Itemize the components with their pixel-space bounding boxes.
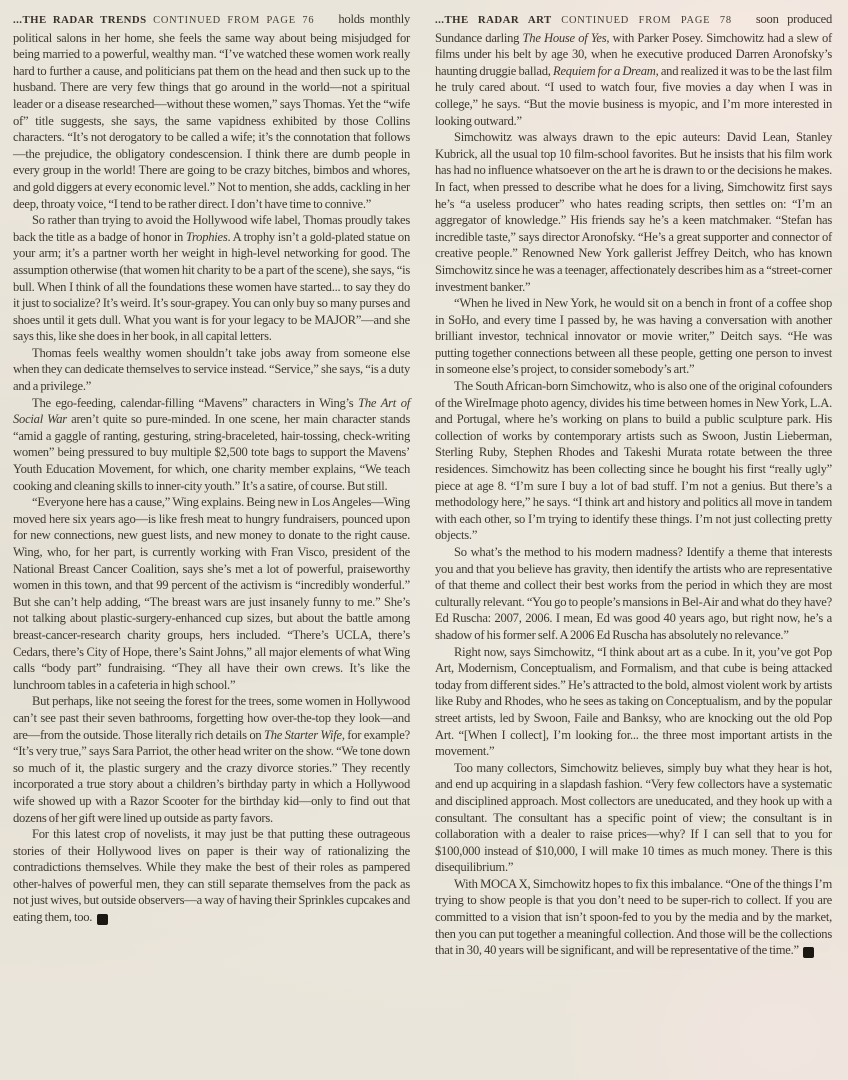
paragraph: For this latest crop of novelists, it may just be that putting these outrageous stories of their Hollywood lives on paper is their way of rationalizing the contradictions themselves. While they make the best of their roles as pampered other-halves of powerful men, they can still separate themselves from the pack as not just wives, but outside observers—a way of having their Sprinkles cupcakes and eating them, too. A [13, 827, 410, 925]
paragraph: ...THE RADAR ART CONTINUED FROM PAGE 78 soon produced Sundance darling The House of Yes, with Parker Posey. Simchowitz had a slew of films under his belt by age 30, when he executive produced Darren Aronofsky’s haunting druggie ballad, Requiem for a Dream, and realized it was to be the last film he truly cared about. “I used to watch four, five movies a day when I was in college,” he says. “But the movie business is myopic, and I’m more interested in looking outward.” [435, 12, 832, 128]
paragraph: “Everyone here has a cause,” Wing explains. Being new in Los Angeles—Wing moved here six years ago—is like fresh meat to hungry fundraisers, pounced upon for new connections, new guest lists, and new money to donate to the right cause. Wing, who, for her part, is currently working with Fran Visco, president of the National Breast Cancer Coalition, says she’s met a lot of powerful, praiseworthy women in this town, and that 99 percent of the activism is “incredibly wonderful.” But she can’t help adding, “The breast wars are just insanely funny to me.” She’s not talking about plastic-surgery-enhanced cup sizes, but about the battle among breast-cancer-research charity groups, hers included. “There’s UCLA, there’s Cedars, there’s City of Hope, there’s Saint Johns,” all major elements of what Wing calls “body part” fundraising. “They all have their own crews. It’s like the lunchroom tables in a cafeteria in high school.” [13, 495, 410, 692]
paragraph: The ego-feeding, calendar-filling “Mavens” characters in Wing’s The Art of Social War aren’t quite so pure-minded. In one scene, her main character stands “amid a gaggle of ranting, gesturing, string-braceleted, hair-tossing, check-writing women” being pressured to buy multiple $2,500 tote bags to support the Mavens’ Youth Education Movement, for which, one charity member explains, “We teach cooking and cleaning skills to inner-city youth.” It’s a satire, of course. But still. [13, 395, 410, 493]
continued-from-header-title: ...THE RADAR ART [435, 14, 552, 26]
italic-work-title: The House of Yes [522, 30, 607, 45]
italic-work-title: Trophies [185, 229, 228, 244]
italic-work-title: Requiem for a Dream [553, 63, 656, 78]
italic-work-title: The Art of Social War [13, 395, 410, 427]
paragraph: Thomas feels wealthy women shouldn’t take jobs away from someone else when they can dedicate themselves to service instead. “Service,” she says, “is a duty and a privilege.” [13, 345, 410, 394]
paragraph: The South African-born Simchowitz, who is also one of the original cofounders of the WireImage photo agency, divides his time between homes in New York, L.A. and Portugal, where he’s working on plans to build a public sculpture park. His collection of works by contemporary artists such as Swoon, Justin Lieberman, Sterling Ruby, Stephen Rhodes and Takeshi Murata rotate between the three residences. Simchowitz has been collecting since he bought his first “really ugly” piece at age 8. “I’m sure I buy a lot of bad stuff. I’m not a genius. But there’s a methodology here,” he says. “I think art and history and politics all move in tandem with each other, so I’m trying to identify these things. I’m not just collecting pretty objects.” [435, 379, 832, 543]
column-right [435, 11, 832, 1080]
paragraph: Too many collectors, Simchowitz believes, simply buy what they hear is hot, and end up acquiring in a slapdash fashion. “Very few collectors have a systematic and disciplined approach. Most collectors are uneducated, and they hook up with a consultant. The consultant has a specific point of view; the consultant is in collaboration with a dealer to raise prices—why? If I can sell that to you for $100,000 instead of $10,000, I will make 10 times as much money. There is this disequilibrium.” [435, 760, 832, 875]
paragraph: ...THE RADAR TRENDS CONTINUED FROM PAGE 76 holds monthly political salons in her home, she feels the same way about being misjudged for being married to a powerful, wealthy man. “I’ve watched these women work really hard to further a cause, and politicians pat them on the head and then suck up to the husband. There are very few things that go around in the world—not a spiritual leader or a disease researched—without these women,” says Thomas. Yet the “wife of” title suggests, she says, the same vapidness exhibited by those Collins characters. “It’s not derogatory to be called a wife; it’s the connotation that follows—the prejudice, the obligatory condescension. I think there are dumb people in every group in the world! There are going to be crazy bitches, bimbos and whores, and gold diggers at every economic level.” Not to mention, she adds, cackling in her deep, throaty voice, “I tend to be rather direct. I don’t have time to connive.” [13, 12, 411, 211]
paragraph: Simchowitz was always drawn to the epic auteurs: David Lean, Stanley Kubrick, all the usual top 10 film-school favorites. But he insists that his film work has had no influence whatsoever on the art he is drawn to or the decisions he makes. In fact, when pressed to describe what he does for a living, Simchowitz first says he’s “a useless producer” who hates reading scripts, then settles on: “I’m an aggregator of knowledge.” His friends say he’s a keen matchmaker. “Stefan has incredible taste,” says director Aronofsky. “He’s a great supporter and connector of creative people.” Renowned New York gallerist Jeffrey Deitch, who has known Simchowitz since he was a teenager, affectionately describes him as a “street-corner investment banker.” [435, 130, 832, 294]
paragraph: But perhaps, like not seeing the forest for the trees, some women in Hollywood can’t see past their seven bathrooms, forgetting how over-the-top they look—and are—from the outside. Those literally rich details on The Starter Wife, for example? “It’s very true,” says Sara Parriot, the other head writer on the show. “We tone down so much of it, the plastic surgery and the crazy divorce stories.” They recently incorporated a true story about a children’s birthday party in which a Hollywood wife showed up with a Razor Scooter for the birthday kid—only to find out that dozens of her gift were lined up outside as party favors. [13, 694, 410, 825]
continued-from-page-label: CONTINUED FROM PAGE 78 [551, 15, 732, 26]
paragraph: Right now, says Simchowitz, “I think about art as a cube. In it, you’ve got Pop Art, Modernism, Conceptualism, and Formalism, and that cube is being attacked today from different sides.” He’s attracted to the bold, almost violent work by artists like Ruby and Rhodes, who he sees as taking on Conceptualism, and by the popular street artists, led by Swoon, Faile and Banksy, who are knocking out the old Pop Art. “[When I collect], I’m looking for... the three most important artists in the movement.” [435, 644, 832, 759]
end-of-article-marker-icon: A [97, 914, 108, 925]
paragraph: So rather than trying to avoid the Hollywood wife label, Thomas proudly takes back the title as a badge of honor in Trophies. A trophy isn’t a gold-plated statue on your arm; it’s a partner worth her weight in high-level networking for good. The assumption otherwise (that women hit charity to be a part of the scene), she says, “is bull. When I think of all the foundations these women have started... to say they do it just to socialize? It’s weird. It’s sour-grapey. You can only buy so many purses and shoes until it gets dull. What you want is for your legacy to be MAJOR”—and she says this, like she does in her book, in all capital letters. [13, 213, 410, 344]
paragraph: So what’s the method to his modern madness? Identify a theme that interests you and that you believe has gravity, then identify the artists who are representative of that theme and collect their best works from the period in which they are most culturally relevant. “You go to people’s mansions in Bel-Air and what do they have? Ed Ruscha: 2007, 2006. I mean, Ed was good 40 years ago, but right now, he’s a shadow of his former self. A 2006 Ed Ruscha has absolutely no relevance.” [435, 545, 832, 642]
continued-from-page-label: CONTINUED FROM PAGE 76 [146, 15, 315, 26]
end-of-article-marker-icon: A [803, 947, 814, 958]
paragraph: With MOCA X, Simchowitz hopes to fix this imbalance. “One of the things I’m trying to show people is that you don’t need to be super-rich to collect. If you are committed to a vision that isn’t spoon-fed to you by the media and by the market, then you can put together a meaningful collection. And those will be the collections that in 30, 40 years will be significant, and will be representative of the time.” A [435, 876, 832, 958]
continued-from-header-title: ...THE RADAR TRENDS [13, 14, 147, 26]
paragraph: “When he lived in New York, he would sit on a bench in front of a coffee shop in SoHo, and every time I passed by, he was having a conversation with another brilliant investor, technical innovator or movie writer,” Deitch says. “He was putting together connections between all these people, getting one person to invest in someone else’s project, to consider somebody’s art.” [435, 296, 832, 377]
italic-work-title: The Starter Wife [263, 727, 342, 742]
column-left [13, 11, 410, 1080]
